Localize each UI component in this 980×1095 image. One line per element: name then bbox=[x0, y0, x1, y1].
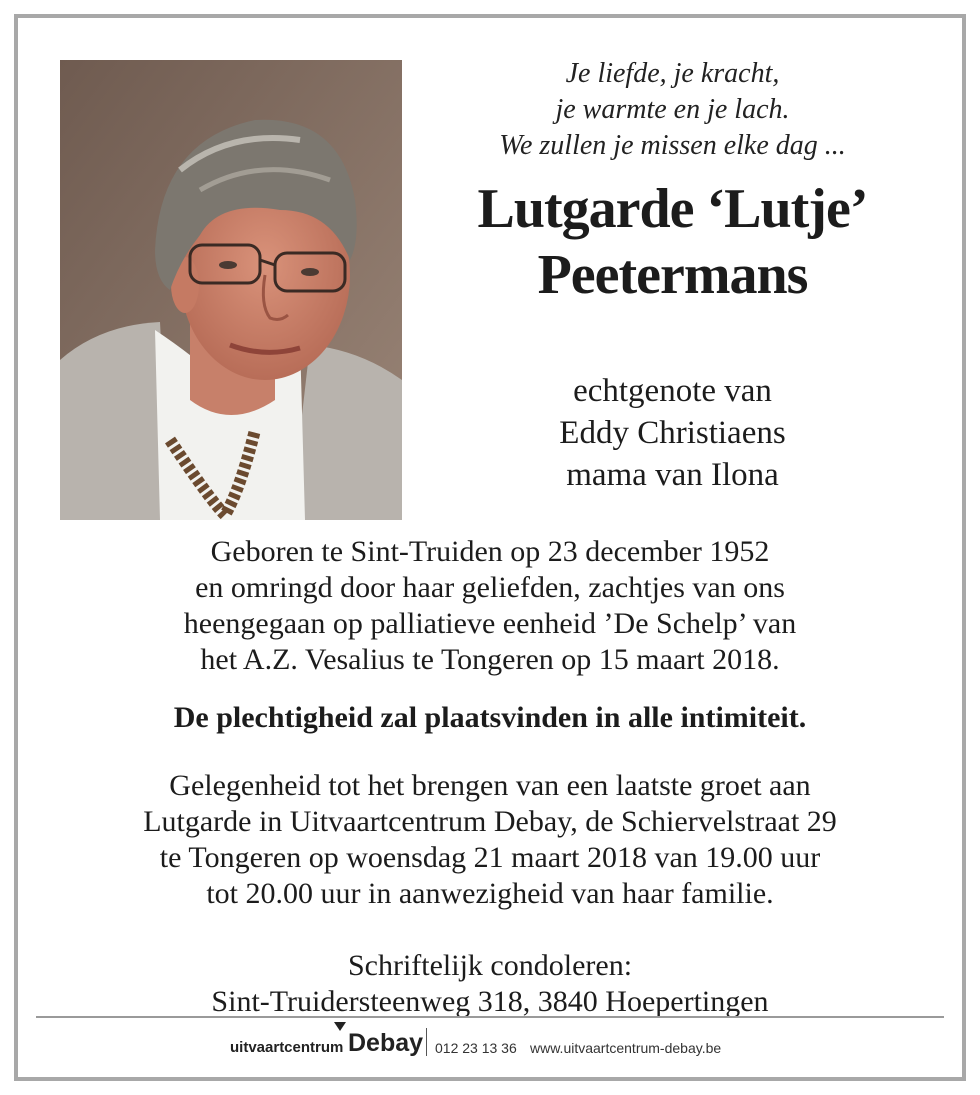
birth-passing-text bbox=[30, 534, 950, 678]
birth-line: en omringd door haar geliefden, zachtjes van ons bbox=[195, 571, 785, 604]
name-first: Lutgarde ‘Lutje’ bbox=[477, 178, 868, 240]
poem-line: Je liefde, je kracht, bbox=[565, 58, 780, 89]
phone-number: 012 23 13 36 bbox=[435, 1040, 517, 1056]
logo-text-small: uitvaartcentrum bbox=[230, 1039, 344, 1056]
footer-separator bbox=[426, 1028, 427, 1056]
logo-triangle-icon bbox=[334, 1022, 346, 1031]
family-relation bbox=[410, 370, 935, 496]
visitation-text bbox=[30, 768, 950, 912]
visit-line: Gelegenheid tot het brengen van een laatste groet aan bbox=[169, 769, 811, 802]
condolence-line: Sint-Truidersteenweg 318, 3840 Hoepertingen bbox=[211, 985, 769, 1018]
website-link[interactable]: www.uitvaartcentrum-debay.be bbox=[530, 1040, 722, 1056]
birth-line: Geboren te Sint-Truiden op 23 december 1952 bbox=[210, 535, 770, 568]
condolence-address bbox=[30, 948, 950, 1020]
name-last: Peetermans bbox=[537, 244, 808, 306]
relation-line: mama van Ilona bbox=[566, 457, 779, 493]
ceremony-line: De plechtigheid zal plaatsvinden in alle intimiteit. bbox=[173, 701, 807, 734]
footer bbox=[230, 1024, 790, 1060]
visit-line: Lutgarde in Uitvaartcentrum Debay, de Schiervelstraat 29 bbox=[143, 805, 837, 838]
poem bbox=[410, 56, 935, 164]
logo-text-debay: Debay bbox=[348, 1029, 424, 1057]
ceremony-notice bbox=[30, 700, 950, 736]
portrait-illustration bbox=[60, 60, 402, 520]
visit-line: tot 20.00 uur in aanwezigheid van haar familie. bbox=[206, 877, 774, 910]
birth-line: het A.Z. Vesalius te Tongeren op 15 maart 2018. bbox=[200, 643, 780, 676]
relation-line: Eddy Christiaens bbox=[559, 415, 786, 451]
footer-divider bbox=[36, 1016, 944, 1018]
poem-line: We zullen je missen elke dag ... bbox=[499, 130, 846, 161]
birth-line: heengegaan op palliatieve eenheid ’De Schelp’ van bbox=[183, 607, 797, 640]
portrait-photo bbox=[60, 60, 402, 520]
condolence-line: Schriftelijk condoleren: bbox=[347, 949, 633, 982]
poem-line: je warmte en je lach. bbox=[555, 94, 790, 125]
relation-line: echtgenote van bbox=[573, 373, 772, 409]
deceased-name bbox=[410, 176, 935, 308]
visit-line: te Tongeren op woensdag 21 maart 2018 van 19.00 uur bbox=[159, 841, 821, 874]
